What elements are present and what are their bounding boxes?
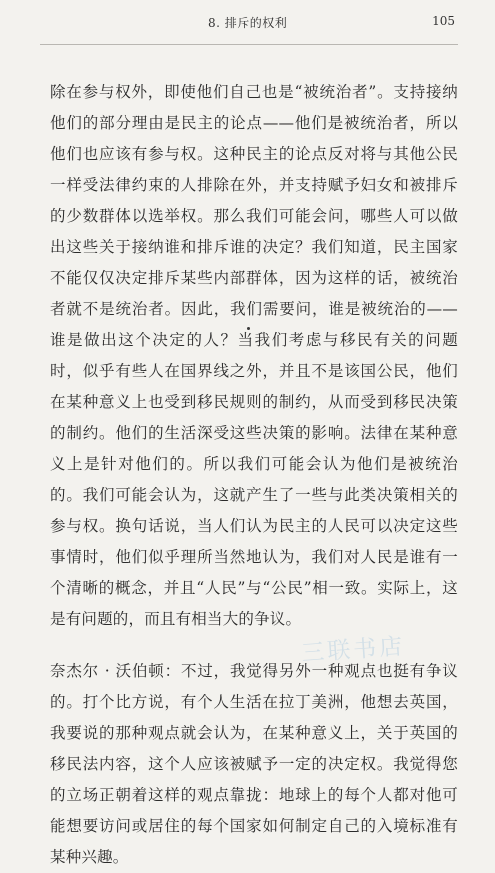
running-header <box>0 14 495 34</box>
paragraph-2 <box>50 656 458 873</box>
page-body <box>50 77 458 873</box>
watermark: 三联书店 <box>300 633 407 667</box>
print-speck <box>247 327 250 330</box>
page-number: 105 <box>432 14 455 28</box>
header-divider <box>40 44 458 45</box>
speaker-name: 奈杰尔 · 沃伯顿： <box>50 662 181 680</box>
paragraph-1: 除在参与权外，即使他们自己也是“被统治者”。支持接纳他们的部分理由是民主的论点——他们是被统治者，所以他们也应该有参与权。这种民主的论点反对将与其他公民一样受法律约束的人排除在外，并支持赋予妇女和被排斥的少数群体以选举权。那么我们可能会问，哪些人可以做出这些关于接纳谁和排斥谁的决定？我们知道，民主国家不能仅仅决定排斥某些内部群体，因为这样的话，被统治者就不是统治者。因此，我们需要问，谁是被统治的——谁是做出这个决定的人？当我们考虑与移民有关的问题时，似乎有些人在国界线之外，并且不是该国公民，他们在某种意义上也受到移民规则的制约，从而受到移民决策的制约。他们的生活深受这些决策的影响。法律在某种意义上是针对他们的。所以我们可能会认为他们是被统治的。我们可能会认为，这就产生了一些与此类决策相关的参与权。换句话说，当人们认为民主的人民可以决定这些事情时，他们似乎理所当然地认为，我们对人民是谁有一个清晰的概念，并且“人民”与“公民”相一致。实际上，这是有问题的，而且有相当大的争议。 <box>50 83 458 628</box>
paragraph-2-text: 不过，我觉得另外一种观点也挺有争议的。打个比方说，有个人生活在拉丁美洲，他想去英国，我要说的那种观点就会认为，在某种意义上，关于英国的移民法内容，这个人应该被赋予一定的决定权。我觉得您的立场正朝着这样的观点靠拢：地球上的每个人都对他可能想要访问或居住的每个国家如何制定自己的入境标准有某种兴趣。 <box>50 662 458 866</box>
chapter-title: 8. 排斥的权利 <box>208 16 288 30</box>
